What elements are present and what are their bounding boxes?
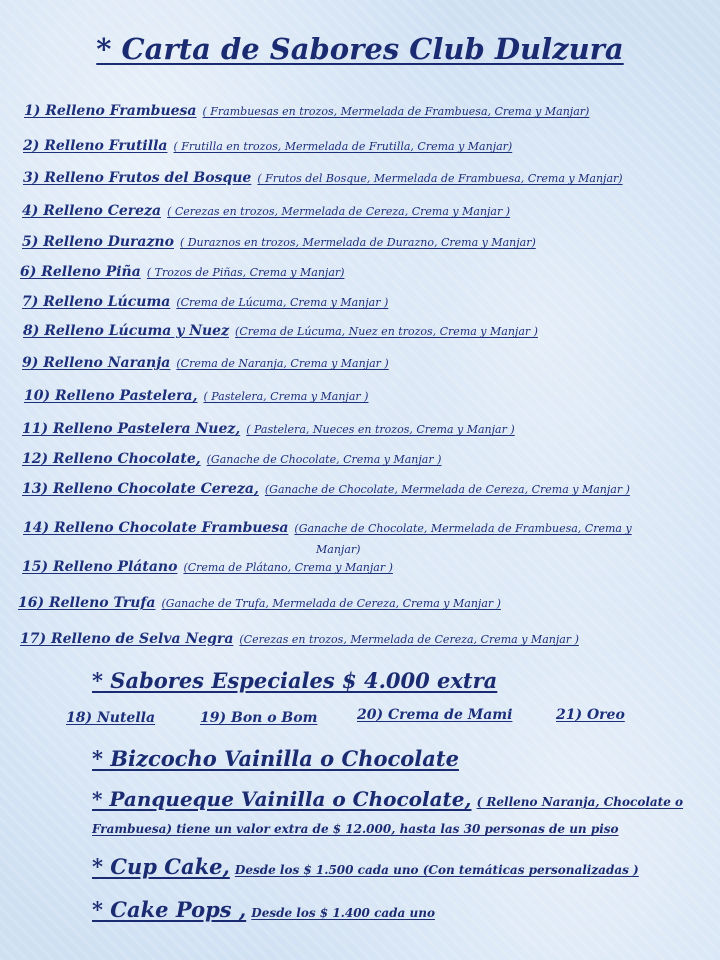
flavor-description: (Crema de Lúcuma, Nuez en trozos, Crema y Manjar ) [235, 325, 538, 338]
special-item-nutella: 18) Nutella [66, 710, 156, 726]
cakepops-heading: * Cake Pops , [92, 897, 247, 922]
flavor-description: (Cerezas en trozos, Mermelada de Cereza, Crema y Manjar ) [239, 633, 579, 646]
flavor-row [24, 100, 589, 119]
flavor-name: 9) Relleno Naranja [22, 355, 171, 371]
flavor-name: 10) Relleno Pastelera, [24, 388, 198, 404]
flavor-name: 13) Relleno Chocolate Cereza, [22, 481, 259, 497]
flavor-row [22, 352, 389, 371]
flavor-description: ( Frambuesas en trozos, Mermelada de Frambuesa, Crema y Manjar) [202, 105, 590, 118]
special-item-crema-de-mami: 20) Crema de Mami [357, 707, 513, 723]
flavor-description: ( Frutos del Bosque, Mermelada de Frambuesa, Crema y Manjar) [257, 172, 623, 185]
flavor-description: (Crema de Naranja, Crema y Manjar ) [176, 357, 389, 370]
flavor-row [22, 448, 441, 467]
panqueque-note: ( Relleno Naranja, Chocolate o Frambuesa) tiene un valor extra de $ 12.000, hasta las 30 personas de un piso [92, 795, 684, 836]
flavor-row [22, 556, 393, 575]
special-flavors-heading: * Sabores Especiales $ 4.000 extra [92, 668, 498, 693]
flavor-description: ( Pastelera, Nueces en trozos, Crema y Manjar ) [246, 423, 515, 436]
flavor-row [22, 200, 510, 219]
flavor-description: ( Trozos de Piñas, Crema y Manjar) [146, 266, 345, 279]
special-item-bon-o-bom: 19) Bon o Bom [200, 710, 318, 726]
flavor-row [20, 628, 579, 647]
flavor-name: 7) Relleno Lúcuma [22, 294, 171, 310]
cupcake-heading: * Cup Cake, [92, 854, 230, 879]
flavor-row [23, 135, 512, 154]
flavor-name: 6) Relleno Piña [20, 264, 141, 280]
flavor-name: 3) Relleno Frutos del Bosque [23, 170, 252, 186]
flavor-row [22, 291, 388, 310]
cakepops-note: Desde los $ 1.400 cada uno [251, 906, 435, 920]
flavor-description: (Ganache de Chocolate, Crema y Manjar ) [206, 453, 442, 466]
flavor-row [22, 478, 630, 497]
cupcake-note: Desde los $ 1.500 cada uno (Con temáticas personalizadas ) [234, 863, 639, 877]
cakepops-section [92, 897, 435, 922]
flavor-name: 8) Relleno Lúcuma y Nuez [23, 323, 230, 339]
flavor-name: 12) Relleno Chocolate, [22, 451, 201, 467]
flavor-description: (Ganache de Trufa, Mermelada de Cereza, Crema y Manjar ) [161, 597, 501, 610]
flavor-name: 17) Relleno de Selva Negra [20, 631, 234, 647]
flavor-name: 4) Relleno Cereza [22, 203, 162, 219]
flavor-description: ( Frutilla en trozos, Mermelada de Frutilla, Crema y Manjar) [173, 140, 513, 153]
flavor-row [18, 592, 501, 611]
panqueque-section [92, 786, 704, 842]
bizcocho-heading: * Bizcocho Vainilla o Chocolate [92, 746, 459, 771]
flavor-row [22, 418, 515, 437]
flavor-row [20, 261, 344, 280]
flavor-name: 2) Relleno Frutilla [23, 138, 168, 154]
flavor-description: (Crema de Lúcuma, Crema y Manjar ) [176, 296, 389, 309]
flavor-row [23, 320, 538, 339]
flavor-description: (Ganache de Chocolate, Mermelada de Cereza, Crema y Manjar ) [264, 483, 630, 496]
flavor-row [24, 385, 368, 404]
flavor-name: 14) Relleno Chocolate Frambuesa [23, 520, 289, 536]
flavor-row [22, 231, 536, 250]
cupcake-section [92, 854, 639, 879]
flavor-description: ( Pastelera, Crema y Manjar ) [203, 390, 369, 403]
panqueque-heading: * Panqueque Vainilla o Chocolate, [92, 787, 472, 811]
flavor-name: 5) Relleno Durazno [22, 234, 174, 250]
flavor-description: (Ganache de Chocolate, Mermelada de Frambuesa, Crema y [294, 522, 632, 535]
flavor-description: ( Cerezas en trozos, Mermelada de Cereza, Crema y Manjar ) [167, 205, 511, 218]
flavor-name: 11) Relleno Pastelera Nuez, [22, 421, 241, 437]
flavor-description-line2: Manjar) [316, 543, 361, 556]
flavor-description: ( Duraznos en trozos, Mermelada de Durazno, Crema y Manjar) [179, 236, 536, 249]
flavor-row [23, 517, 632, 536]
flavor-name: 1) Relleno Frambuesa [24, 103, 197, 119]
flavor-name: 15) Relleno Plátano [22, 559, 178, 575]
special-item-oreo: 21) Oreo [556, 707, 625, 723]
flavor-row [23, 167, 623, 186]
flavor-description: (Crema de Plátano, Crema y Manjar ) [183, 561, 393, 574]
flavor-name: 16) Relleno Trufa [18, 595, 156, 611]
page-title: * Carta de Sabores Club Dulzura [96, 32, 624, 66]
flavor-description-continued [316, 538, 360, 557]
